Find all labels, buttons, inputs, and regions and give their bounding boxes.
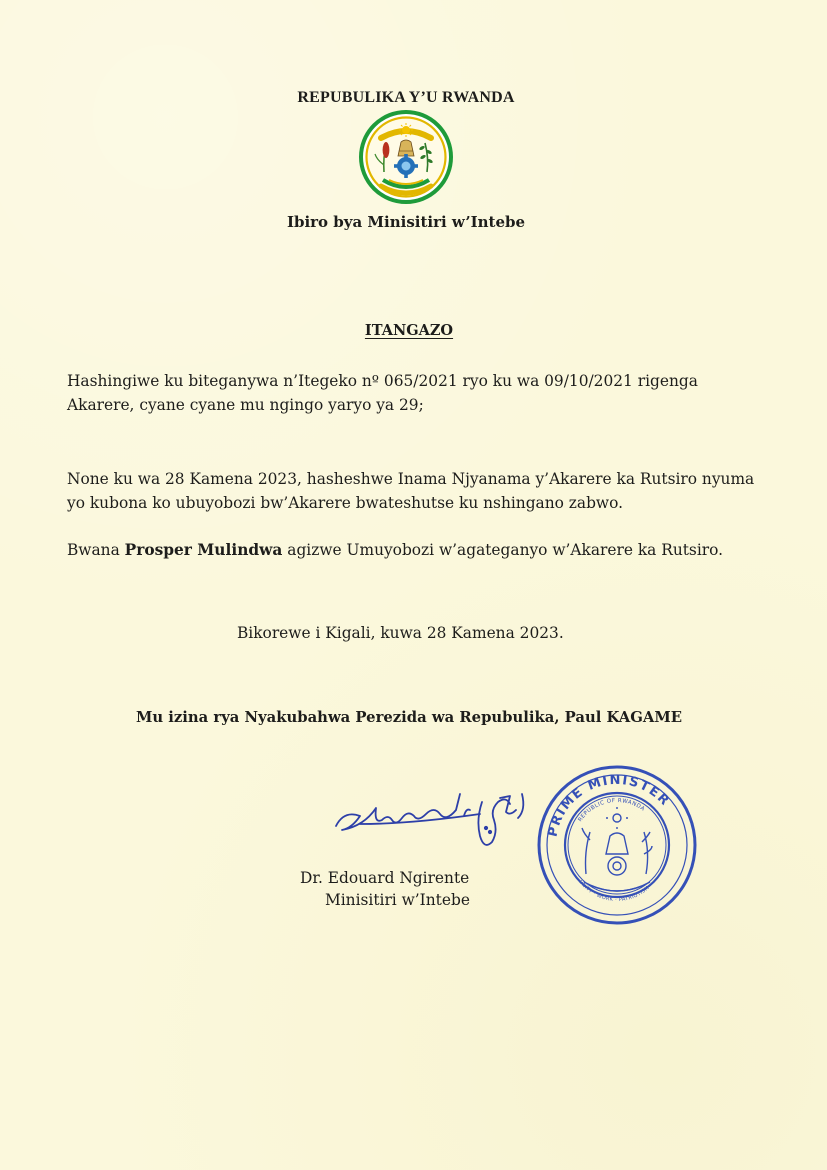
office-heading: Ibiro bya Minisitiri w’Intebe bbox=[286, 213, 526, 231]
notice-paragraph-3 bbox=[67, 538, 767, 562]
country-heading: REPUBULIKA Y’U RWANDA bbox=[297, 89, 515, 106]
appointment-suffix: agizwe Umuyobozi w’agateganyo w’Akarere ka Rutsiro. bbox=[282, 541, 723, 559]
prime-minister-stamp-icon bbox=[534, 762, 700, 928]
signer-name: Dr. Edouard Ngirente bbox=[300, 869, 470, 887]
stamp-inner-text-top: REPUBLIC OF RWANDA bbox=[577, 797, 646, 824]
appointee-name: Prosper Mulindwa bbox=[124, 541, 283, 559]
on-behalf-line: Mu izina rya Nyakubahwa Perezida wa Repubulika, Paul KAGAME bbox=[135, 709, 683, 726]
notice-title: ITANGAZO bbox=[364, 322, 454, 339]
stamp-inner-text-bottom: UNITY · WORK · PATRIOTISM bbox=[577, 879, 651, 904]
notice-paragraph-2: None ku wa 28 Kamena 2023, hasheshwe Inama Njyanama y’Akarere ka Rutsiro nyuma yo kubona ko ubuyobozi bw’Akarere bwateshutse ku nshingano zabwo. bbox=[67, 470, 755, 512]
rwanda-coat-of-arms-icon bbox=[359, 110, 453, 204]
signer-title: Minisitiri w’Intebe bbox=[325, 891, 470, 909]
stamp-ring-text: PRIME MINISTER bbox=[545, 772, 673, 839]
date-place-line: Bikorewe i Kigali, kuwa 28 Kamena 2023. bbox=[237, 624, 564, 642]
notice-paragraph-1: Hashingiwe ku biteganywa n’Itegeko nº 065/2021 ryo ku wa 09/10/2021 rigenga Akarere, cyane cyane mu ngingo yaryo ya 29; bbox=[67, 372, 698, 414]
appointment-prefix: Bwana bbox=[67, 541, 125, 559]
handwritten-signature bbox=[330, 780, 550, 860]
svg-text:PRIME MINISTER bbox=[545, 773, 672, 838]
